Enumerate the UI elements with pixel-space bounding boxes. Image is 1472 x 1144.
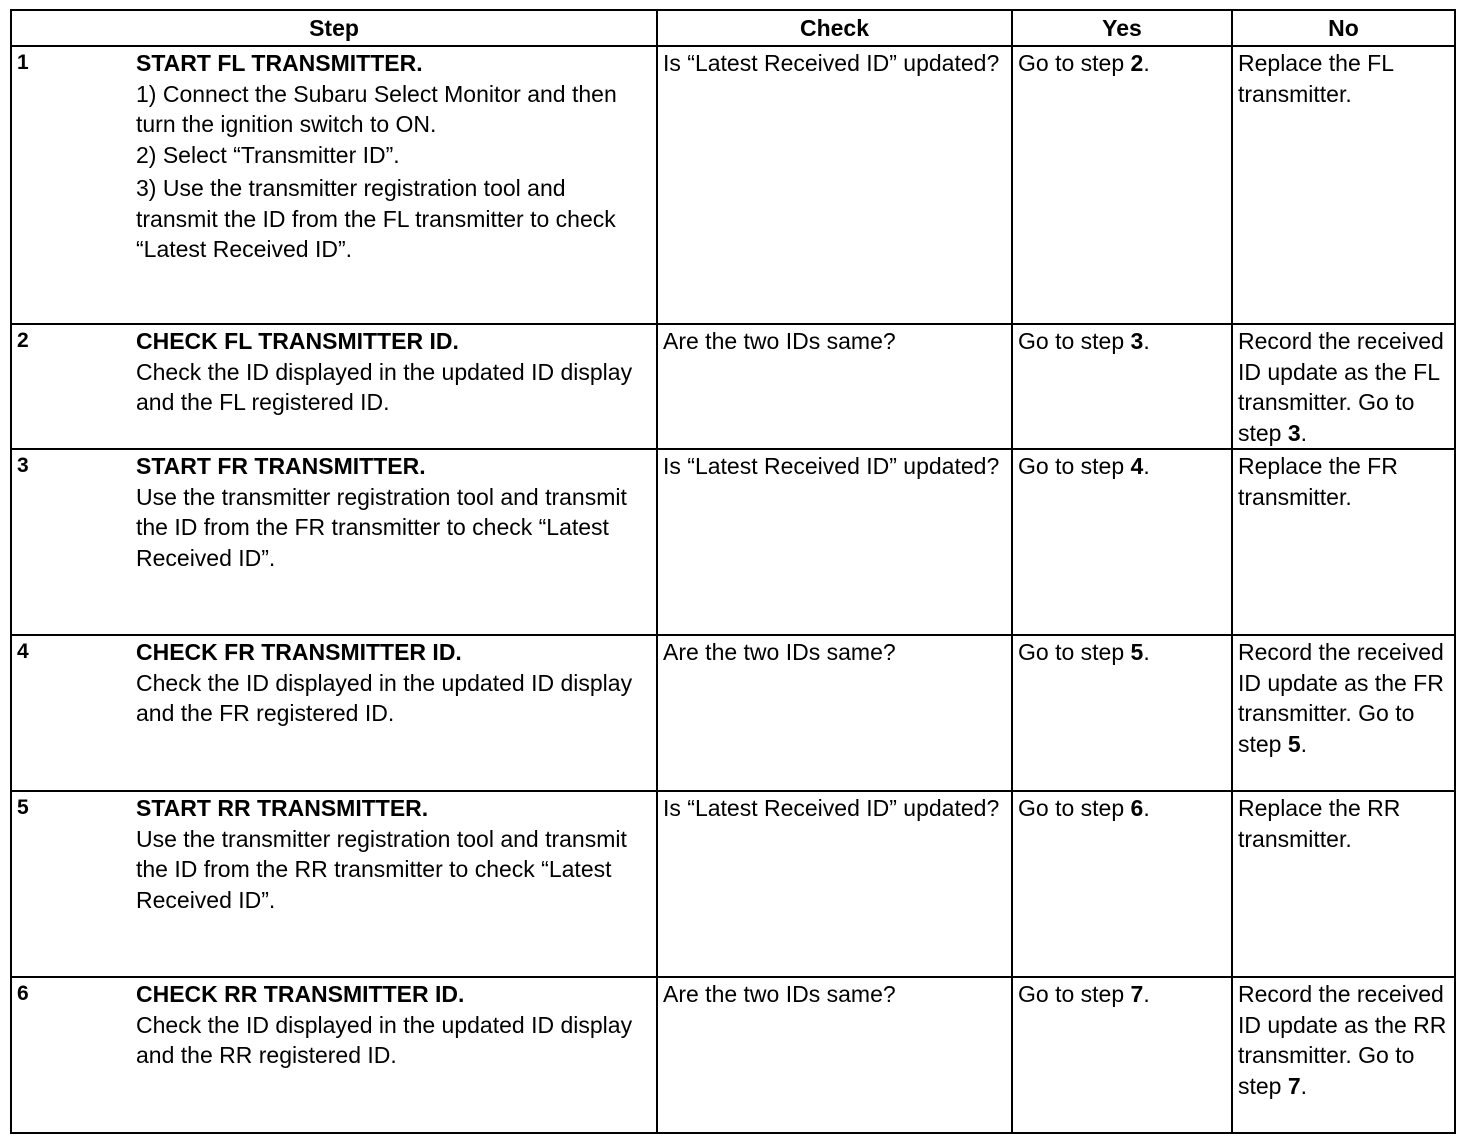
table-row [11,635,1455,791]
yes-step-ref: 6 [1130,795,1144,821]
step-title: START FL TRANSMITTER. [136,50,423,76]
step-instruction: Use the transmitter registration tool and transmit the ID from the RR transmitter to check “Latest Received ID”. [136,825,627,913]
no-action: Replace the RR transmitter. [1238,795,1401,852]
no-text [1233,792,1454,854]
yes-prefix: Go to step [1018,50,1131,76]
no-action: Replace the FR transmitter. [1238,453,1398,510]
no-suffix: . [1300,730,1308,757]
header-check: Check [657,10,1012,46]
yes-cell [1012,324,1232,449]
step-cell [11,635,657,791]
yes-text [1013,325,1231,357]
no-action: Record the received ID update as the RR transmitter. Go to step [1238,981,1447,1099]
no-step-ref: 7 [1287,1072,1301,1099]
step-number: 6 [17,982,29,1005]
no-text [1233,978,1454,1101]
step-title: CHECK RR TRANSMITTER ID. [136,981,465,1007]
yes-cell [1012,977,1232,1133]
check-cell [657,449,1012,635]
step-instruction: Check the ID displayed in the updated ID display and the FR registered ID. [136,669,633,726]
no-action: Record the received ID update as the FR transmitter. Go to step [1238,639,1444,757]
step-instruction: Check the ID displayed in the updated ID display and the RR registered ID. [136,1011,633,1068]
check-text: Are the two IDs same? [663,328,896,354]
yes-prefix: Go to step [1018,981,1131,1007]
step-title: START RR TRANSMITTER. [136,795,429,821]
yes-cell [1012,635,1232,791]
yes-cell [1012,46,1232,324]
table-row [11,449,1455,635]
no-action: Replace the FL transmitter. [1238,50,1394,107]
yes-suffix: . [1143,981,1150,1007]
no-action: Record the received ID update as the FL transmitter. Go to step [1238,328,1444,446]
header-no: No [1232,10,1455,46]
yes-step-ref: 3 [1130,328,1144,354]
no-text [1233,636,1454,759]
yes-prefix: Go to step [1018,795,1131,821]
check-text: Is “Latest Received ID” updated? [663,50,1000,76]
no-cell [1232,449,1455,635]
no-cell [1232,46,1455,324]
step-instruction: 1) Connect the Subaru Select Monitor and then turn the ignition switch to ON. [136,80,617,137]
no-text [1233,450,1454,512]
step-title: CHECK FR TRANSMITTER ID. [136,639,462,665]
step-number: 3 [17,454,29,477]
yes-suffix: . [1143,639,1150,665]
yes-text [1013,636,1231,668]
no-step-ref: 5 [1287,730,1301,757]
check-cell [657,635,1012,791]
yes-prefix: Go to step [1018,328,1131,354]
step-cell [11,324,657,449]
no-cell [1232,324,1455,449]
no-cell [1232,977,1455,1133]
step-number: 2 [17,329,29,352]
no-suffix: . [1300,419,1308,446]
check-cell [657,46,1012,324]
yes-cell [1012,791,1232,977]
diagnostic-table [10,9,1456,1134]
step-cell [11,977,657,1133]
check-cell [657,791,1012,977]
yes-step-ref: 2 [1130,50,1144,76]
step-instruction: Check the ID displayed in the updated ID display and the FL registered ID. [136,358,633,415]
table-row [11,791,1455,977]
no-suffix: . [1300,1072,1308,1099]
yes-text [1013,450,1231,482]
step-cell [11,449,657,635]
no-cell [1232,791,1455,977]
no-text [1233,325,1454,448]
step-number: 1 [17,51,29,74]
yes-suffix: . [1143,50,1150,76]
no-cell [1232,635,1455,791]
yes-text [1013,978,1231,1010]
yes-text [1013,792,1231,824]
no-text [1233,47,1454,109]
header-step: Step [11,10,657,46]
check-cell [657,977,1012,1133]
yes-step-ref: 7 [1130,981,1144,1007]
step-cell [11,46,657,324]
step-instruction: 2) Select “Transmitter ID”. [136,141,400,168]
yes-suffix: . [1143,795,1150,821]
yes-prefix: Go to step [1018,639,1131,665]
step-instruction: 3) Use the transmitter registration tool and transmit the ID from the FL transmitter to check “Latest Received ID”. [136,175,616,262]
yes-step-ref: 5 [1130,639,1144,665]
yes-cell [1012,449,1232,635]
step-cell [11,791,657,977]
table-row [11,977,1455,1133]
step-title: START FR TRANSMITTER. [136,453,426,479]
step-number: 5 [17,796,29,819]
check-text: Are the two IDs same? [663,981,896,1007]
table-row [11,46,1455,324]
step-instruction: Use the transmitter registration tool and transmit the ID from the FR transmitter to check “Latest Received ID”. [136,483,627,571]
check-text: Are the two IDs same? [663,639,896,665]
yes-suffix: . [1143,453,1150,479]
step-title: CHECK FL TRANSMITTER ID. [136,328,459,354]
yes-step-ref: 4 [1130,453,1144,479]
check-text: Is “Latest Received ID” updated? [663,453,1000,479]
check-text: Is “Latest Received ID” updated? [663,795,1000,821]
check-cell [657,324,1012,449]
yes-suffix: . [1143,328,1150,354]
yes-prefix: Go to step [1018,453,1131,479]
step-number: 4 [17,640,29,663]
no-step-ref: 3 [1287,419,1301,446]
yes-text [1013,47,1231,79]
table-row [11,324,1455,449]
header-yes: Yes [1012,10,1232,46]
header-row [11,10,1455,46]
